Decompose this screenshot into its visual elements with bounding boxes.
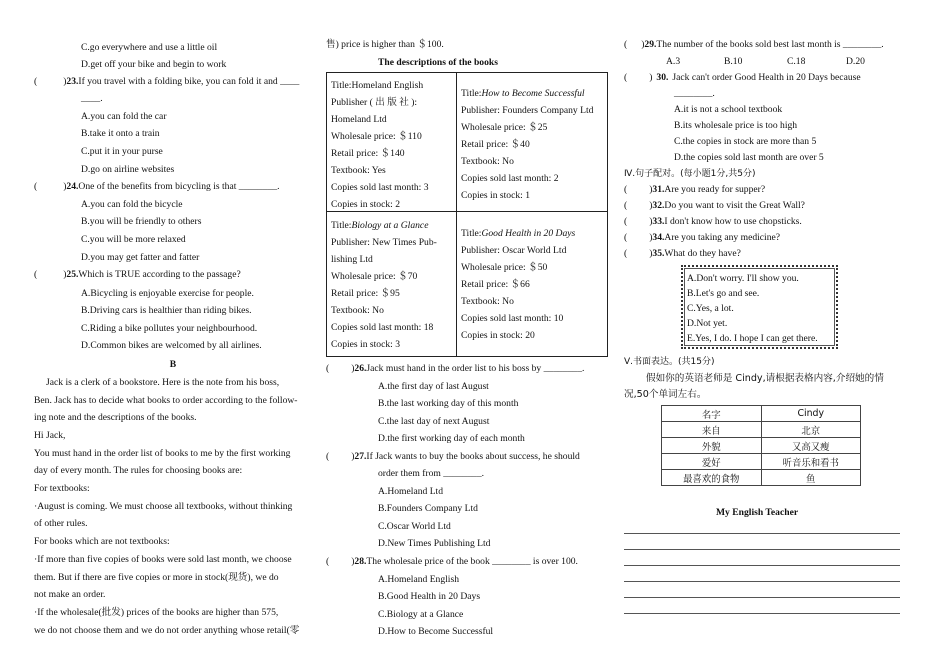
q28-option-b: B.Good Health in 20 Days xyxy=(378,591,481,602)
writing-line[interactable] xyxy=(624,565,900,566)
q30-option-a: A.it is not a school textbook xyxy=(674,104,783,115)
passage-continuation: 售) price is higher than ＄100. xyxy=(326,39,444,50)
writing-line[interactable] xyxy=(624,613,900,614)
q29-option-d: D.20 xyxy=(846,56,865,67)
section-5-heading: Ⅴ.书面表达。(共15分) xyxy=(624,357,715,367)
question-30: ( ) 30. Jack can't order Good Health in 20 Days because xyxy=(624,72,861,83)
q23-stem-cont: ____. xyxy=(81,93,103,104)
answer-paren[interactable]: ( xyxy=(34,269,38,280)
q24-option-b: B.you will be friendly to others xyxy=(81,216,202,227)
middle-column xyxy=(326,0,610,672)
answer-paren[interactable]: ( xyxy=(326,556,330,567)
q27-option-c: C.Oscar World Ltd xyxy=(378,521,451,532)
table-row: 外貌 又高又瘦 xyxy=(662,438,861,454)
q23-option-c: C.put it in your purse xyxy=(81,146,163,157)
passage-line: For textbooks: xyxy=(34,483,90,494)
book-how-to-become-successful: Title:How to Become Successful Publisher: Founders Company Ltd Wholesale price: ＄25 Retail price: ＄40 Textbook: No Copies sold last month: 2 Copies in stock: 1 xyxy=(461,88,594,201)
answer-paren[interactable]: ( xyxy=(624,39,628,50)
question-24: ( )24.One of the benefits from bicycling is that ________. xyxy=(34,181,280,192)
q28-option-c: C.Biology at a Glance xyxy=(378,609,464,620)
essay-title: My English Teacher xyxy=(716,507,799,518)
q23-option-a: A.you can fold the car xyxy=(81,111,167,122)
matching-33: ( )33.I don't know how to use chopsticks. xyxy=(624,216,802,227)
answer-paren[interactable]: ( xyxy=(326,363,330,374)
passage-line: them. But if there are five copies or more in stock(现货), we do xyxy=(34,572,279,583)
passage-line: Ben. Jack has to decide what books to order according to the follow- xyxy=(34,395,298,406)
matching-34: ( )34.Are you taking any medicine? xyxy=(624,232,781,243)
writing-prompt-cont: 况,50个单词左右。 xyxy=(624,389,707,400)
q27-option-b: B.Founders Company Ltd xyxy=(378,503,478,514)
table-row: 来自 北京 xyxy=(662,422,861,438)
passage-line: we do not choose them and we do not order anything whose retail(零 xyxy=(34,625,300,636)
passage-line: not make an order. xyxy=(34,589,106,600)
writing-prompt: 假如你的英语老师是 Cindy,请根据表格内容,介绍她的情 xyxy=(646,373,884,384)
table-row: 爱好 听音乐和看书 xyxy=(662,454,861,470)
question-25: ( )25.Which is TRUE according to the passage? xyxy=(34,269,241,280)
writing-line[interactable] xyxy=(624,549,900,550)
q28-option-d: D.How to Become Successful xyxy=(378,626,494,637)
question-23: ( )23.If you travel with a folding bike, you can fold it and ____ xyxy=(34,76,300,87)
writing-line[interactable] xyxy=(624,597,900,598)
writing-line[interactable] xyxy=(624,533,900,534)
q26-option-d: D.the first working day of each month xyxy=(378,433,525,444)
q23-option-b: B.take it onto a train xyxy=(81,128,160,139)
answer-paren[interactable]: ( xyxy=(624,184,628,195)
question-29: ( )29.The number of the books sold best last month is ________. xyxy=(624,39,884,50)
match-option-e: E.Yes, I do. I hope I can get there. xyxy=(687,333,818,344)
teacher-info-table xyxy=(661,405,861,486)
q27-option-a: A.Homeland Ltd xyxy=(378,486,444,497)
q30-option-d: D.the copies sold last month are over 5 xyxy=(674,152,824,163)
match-option-a: A.Don't worry. I'll show you. xyxy=(687,273,799,284)
q24-option-c: C.you will be more relaxed xyxy=(81,234,186,245)
writing-line[interactable] xyxy=(624,581,900,582)
book-title: Homeland English xyxy=(351,80,424,91)
passage-line: ·If the wholesale(批发) prices of the books are higher than 575, xyxy=(34,607,279,618)
q30-option-b: B.its wholesale price is too high xyxy=(674,120,798,131)
right-column xyxy=(624,0,924,672)
section-b-heading: B xyxy=(169,359,177,370)
q28-option-a: A.Homeland English xyxy=(378,574,460,585)
q30-option-c: C.the copies in stock are more than 5 xyxy=(674,136,817,147)
passage-line: of other rules. xyxy=(34,518,88,529)
left-column xyxy=(34,0,312,672)
matching-31: ( )31.Are you ready for supper? xyxy=(624,184,766,195)
book-good-health-in-20-days: Title:Good Health in 20 Days Publisher: Oscar World Ltd Wholesale price: ＄50 Retail price: ＄66 Textbook: No Copies sold last month: 10 Copies in stock: 20 xyxy=(461,228,576,341)
q24-option-a: A.you can fold the bicycle xyxy=(81,199,183,210)
book-title: Biology at a Glance xyxy=(351,220,429,231)
passage-line: For books which are not textbooks: xyxy=(34,536,170,547)
q22-option-d: D.get off your bike and begin to work xyxy=(81,59,227,70)
book-title: How to Become Successful xyxy=(481,88,585,99)
match-option-c: C.Yes, a lot. xyxy=(687,303,734,314)
q26-option-b: B.the last working day of this month xyxy=(378,398,519,409)
passage-line: ing note and the descriptions of the books. xyxy=(34,412,197,423)
book-biology-at-a-glance: Title:Biology at a Glance Publisher: New Times Pub- lishing Ltd Wholesale price: ＄70 Retail price: ＄95 Textbook: No Copies sold last month: 18 Copies in stock: 3 xyxy=(331,220,437,350)
passage-line: ·August is coming. We must choose all textbooks, without thinking xyxy=(34,501,293,512)
q25-option-b: B.Driving cars is healthier than riding bikes. xyxy=(81,305,252,316)
q25-option-d: D.Common bikes are welcomed by all airlines. xyxy=(81,340,262,351)
q27-option-d: D.New Times Publishing Ltd xyxy=(378,538,491,549)
q23-option-d: D.go on airline websites xyxy=(81,164,175,175)
books-description-table xyxy=(326,72,608,357)
section-4-heading: Ⅳ.句子配对。(每小题1分,共5分) xyxy=(624,169,756,179)
answer-paren[interactable]: ( xyxy=(624,72,628,83)
q29-option-a: A.3 xyxy=(666,56,681,67)
q26-option-c: C.the last day of next August xyxy=(378,416,490,427)
match-option-b: B.Let's go and see. xyxy=(687,288,760,299)
q26-option-a: A.the first day of last August xyxy=(378,381,489,392)
passage-line: You must hand in the order list of books to me by the first working xyxy=(34,448,291,459)
q29-option-c: C.18 xyxy=(787,56,806,67)
passage-line: Hi Jack, xyxy=(34,430,66,441)
answer-paren[interactable]: ( xyxy=(326,451,330,462)
q24-option-d: D.you may get fatter and fatter xyxy=(81,252,200,263)
match-option-d: D.Not yet. xyxy=(687,318,728,329)
q30-stem-cont: ________. xyxy=(674,88,715,99)
q25-option-a: A.Bicycling is enjoyable exercise for people. xyxy=(81,288,254,299)
table-row: 最喜欢的食物 鱼 xyxy=(662,470,861,486)
q27-stem-cont: order them from ________. xyxy=(378,468,485,479)
answer-paren[interactable]: ( xyxy=(624,248,628,259)
passage-line: ·If more than five copies of books were sold last month, we choose xyxy=(34,554,292,565)
passage-line: Jack is a clerk of a bookstore. Here is the note from his boss, xyxy=(46,377,280,388)
table-title: The descriptions of the books xyxy=(378,57,498,68)
q25-option-c: C.Riding a bike pollutes your neighbourhood. xyxy=(81,323,258,334)
answer-paren[interactable]: ( xyxy=(34,76,38,87)
table-row: 名字 Cindy xyxy=(662,406,861,422)
answer-paren[interactable]: ( xyxy=(624,200,628,211)
matching-options-box xyxy=(681,265,838,349)
q22-option-c: C.go everywhere and use a little oil xyxy=(81,42,218,53)
book-title: Good Health in 20 Days xyxy=(481,228,576,239)
question-28: ( )28.The wholesale price of the book ________ is over 100. xyxy=(326,556,578,567)
matching-32: ( )32.Do you want to visit the Great Wall? xyxy=(624,200,805,211)
answer-paren[interactable]: ( xyxy=(34,181,38,192)
answer-paren[interactable]: ( xyxy=(624,232,628,243)
question-26: ( )26.Jack must hand in the order list to his boss by ________. xyxy=(326,363,585,374)
q29-option-b: B.10 xyxy=(724,56,743,67)
answer-paren[interactable]: ( xyxy=(624,216,628,227)
matching-35: ( )35.What do they have? xyxy=(624,248,741,259)
question-27: ( )27.If Jack wants to buy the books about success, he should xyxy=(326,451,580,462)
passage-line: day of every month. The rules for choosing books are: xyxy=(34,465,243,476)
book-homeland-english: Title:Homeland English Publisher ( 出 版 社 ): Homeland Ltd Wholesale price: ＄110 Retail price: ＄140 Textbook: Yes Copies sold last month: 3 Copies in stock: 2 xyxy=(331,80,429,210)
